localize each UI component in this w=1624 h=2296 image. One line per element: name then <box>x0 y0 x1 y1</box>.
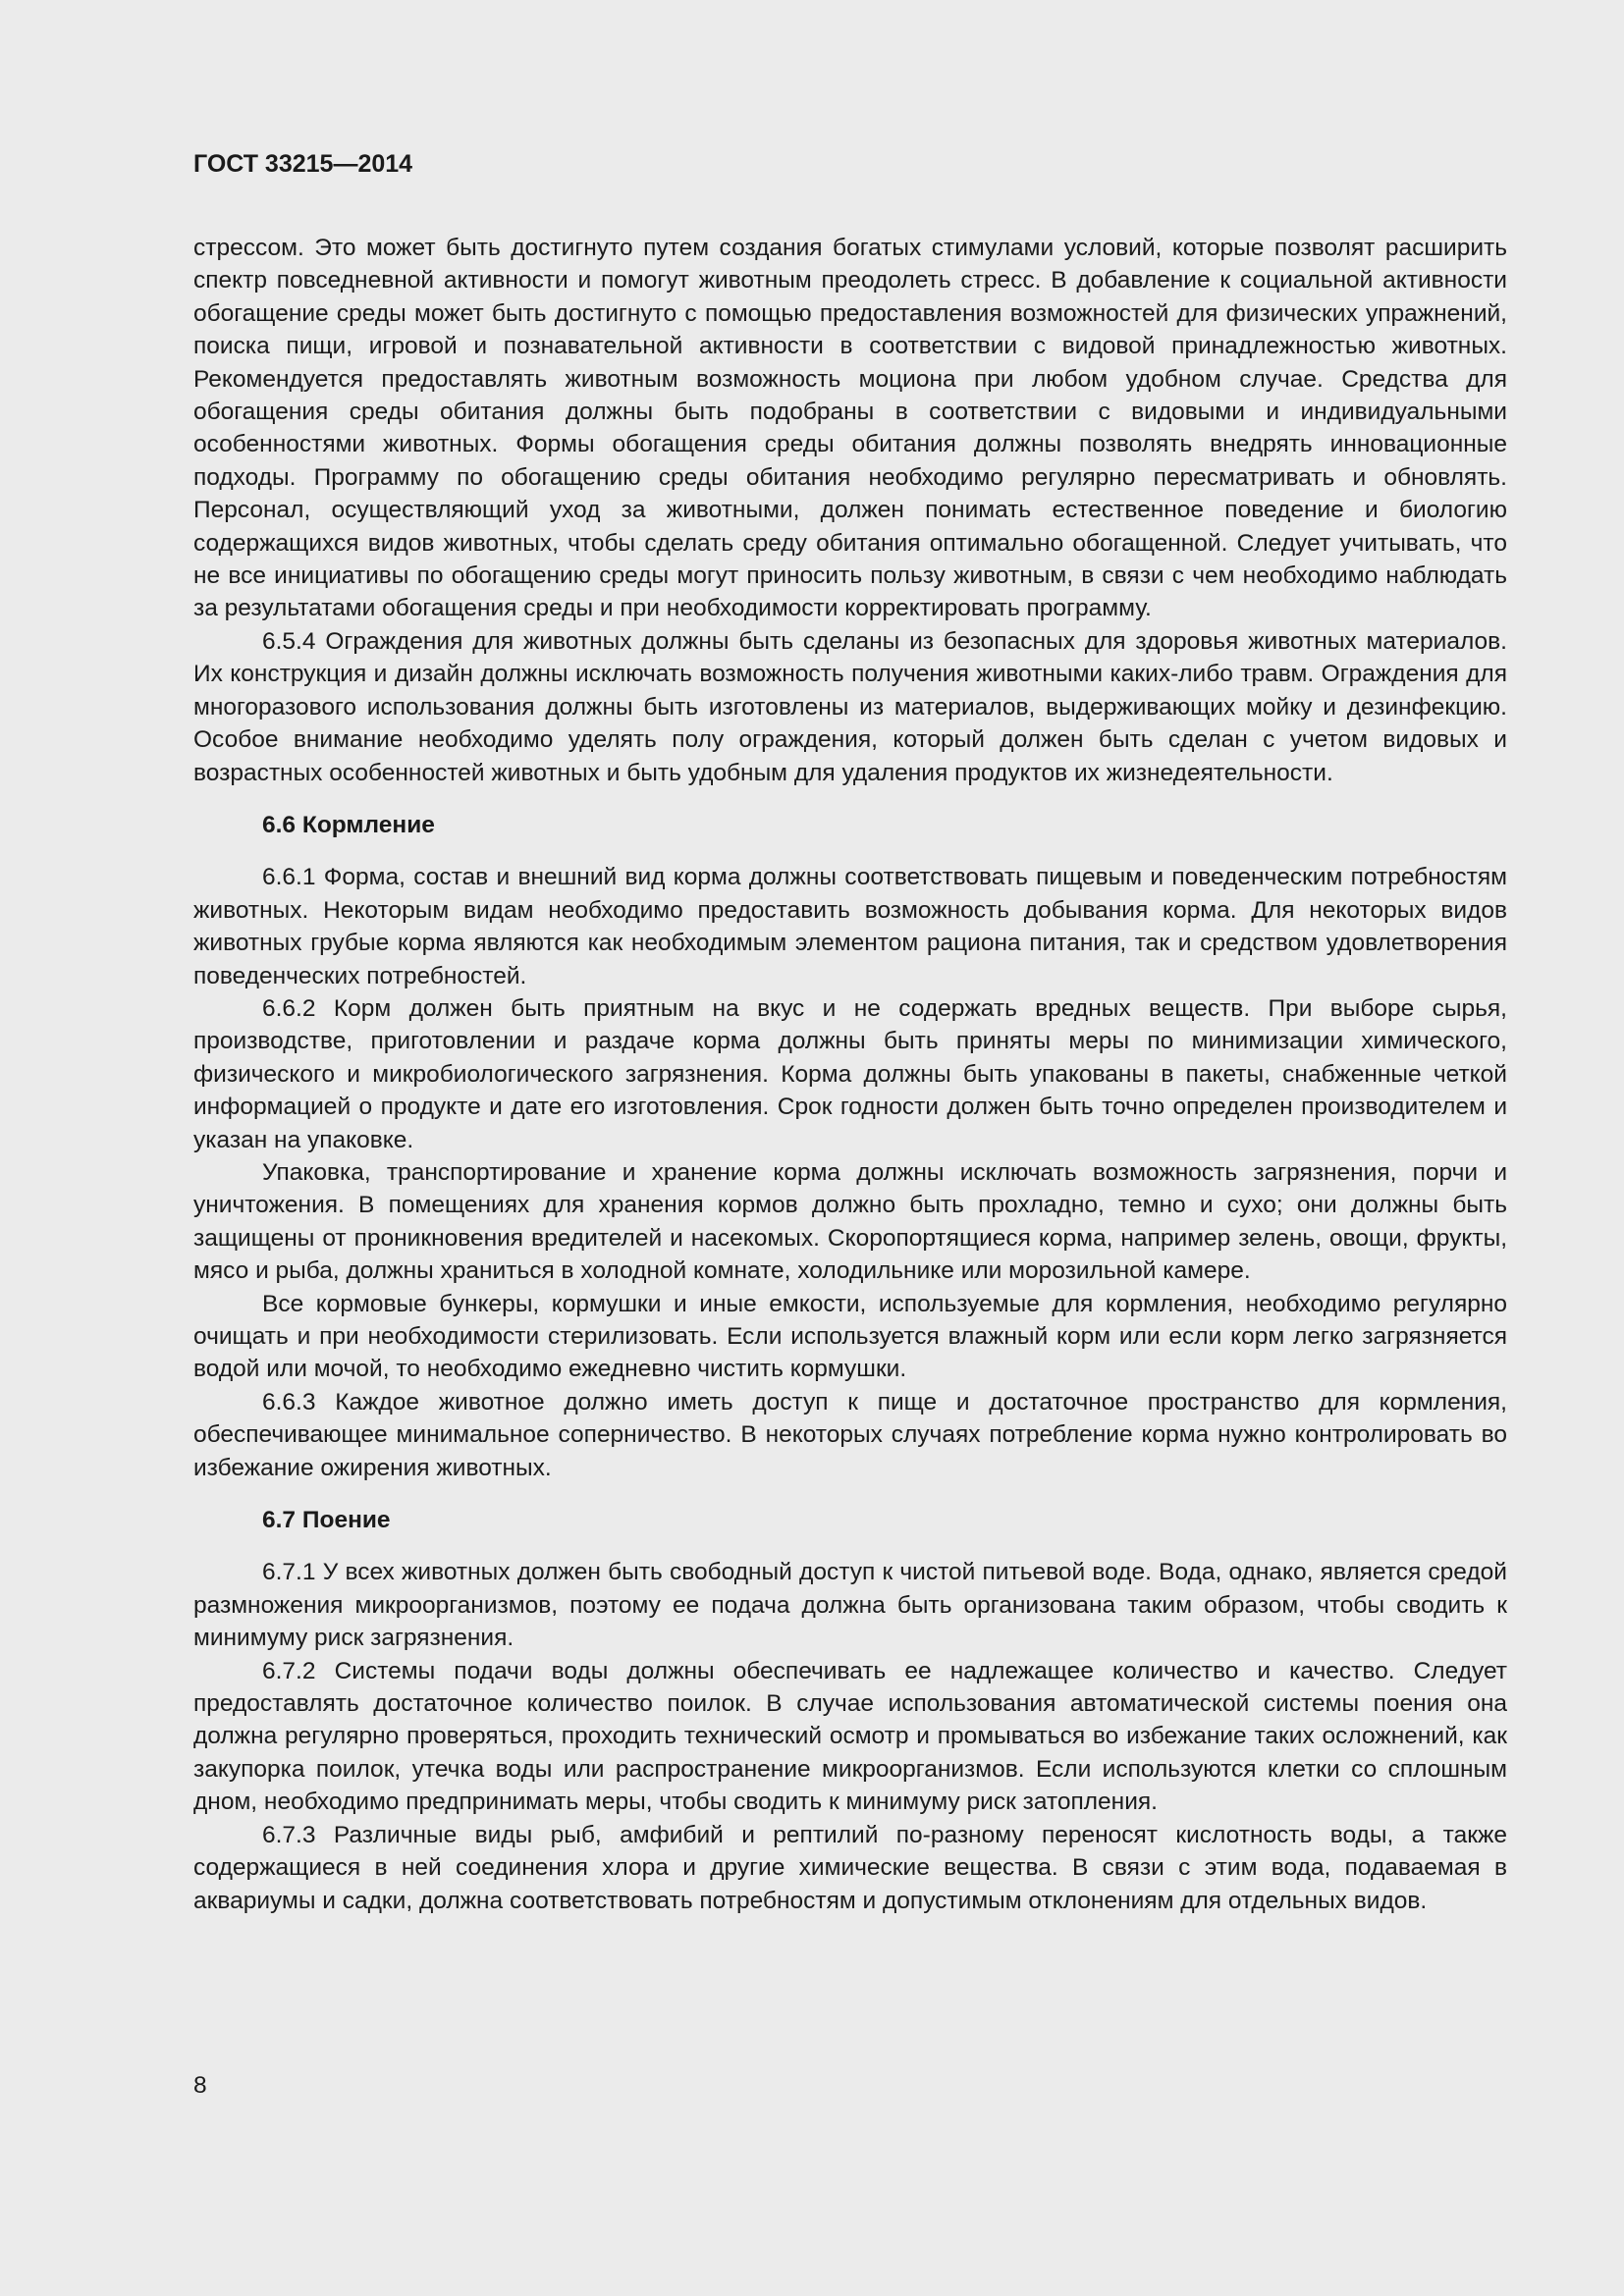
paragraph-continuation: стрессом. Это может быть достигнуто путем создания богатых стимулами условий, которые позволят расширить спектр повседневной активности и помогут животным преодолеть стресс. В добавление к социальной активности обогащение среды может быть достигнуто с помощью предоставления возможностей для физических упражнений, поиска пищи, игровой и познавательной активности в соответствии с видовой принадлежностью животных. Рекомендуется предоставлять животным возможность моциона при любом удобном случае. Средства для обогащения среды обитания должны быть подобраны в соответствии с видовыми и индивидуальными особенностями животных. Формы обогащения среды обитания должны позволять внедрять инновационные подходы. Программу по обогащению среды обитания необходимо регулярно пересматривать и обновлять. Персонал, осуществляющий уход за животными, должен понимать естественное поведение и биологию содержащихся видов животных, чтобы сделать среду обитания оптимально обогащенной. Следует учитывать, что не все инициативы по обогащению среды могут приносить пользу животным, в связи с чем необходимо наблюдать за результатами обогащения среды и при необходимости корректировать программу. <box>193 235 1507 622</box>
section-heading-6-6: 6.6 Кормление <box>262 811 435 838</box>
paragraph-6-6-2: 6.6.2 Корм должен быть приятным на вкус и не содержать вредных веществ. При выборе сырья, производстве, приготовлении и раздаче корма должны быть приняты меры по минимизации химического, физического и микробиологического загрязнения. Корма должны быть упакованы в пакеты, снабженные четкой информацией о продукте и дате его изготовления. Срок годности должен быть точно определен производителем и указан на упаковке. <box>193 994 1507 1153</box>
paragraph-6-7-1: 6.7.1 У всех животных должен быть свободный доступ к чистой питьевой воде. Вода, однако, является средой размножения микроорганизмов, поэтому ее подача должна быть организована таким образом, чтобы сводить к минимуму риск загрязнения. <box>193 1559 1507 1652</box>
document-body <box>193 232 1507 1917</box>
paragraph-6-6-2-feeders: Все кормовые бункеры, кормушки и иные емкости, используемые для кормления, необходимо регулярно очищать и при необходимости стерилизовать. Если используется влажный корм или если корм легко загрязняется водой или мочой, то необходимо ежедневно чистить кормушки. <box>193 1290 1507 1383</box>
paragraph-6-6-2-packaging: Упаковка, транспортирование и хранение корма должны исключать возможность загрязнения, порчи и уничтожения. В помещениях для хранения кормов должно быть прохладно, темно и сухо; они должны быть защищены от проникновения вредителей и насекомых. Скоропортящиеся корма, например зелень, овощи, фрукты, мясо и рыба, должны храниться в холодной комнате, холодильнике или морозильной камере. <box>193 1158 1507 1285</box>
page-number: 8 <box>193 2072 207 2099</box>
paragraph-6-6-3: 6.6.3 Каждое животное должно иметь доступ к пище и достаточное пространство для кормления, обеспечивающее минимальное соперничество. В некоторых случаях потребление корма нужно контролировать во избежание ожирения животных. <box>193 1388 1507 1481</box>
paragraph-6-6-1: 6.6.1 Форма, состав и внешний вид корма должны соответствовать пищевым и поведенческим потребностям животных. Некоторым видам необходимо предоставить возможность добывания корма. Для некоторых видов животных грубые корма являются как необходимым элементом рациона питания, так и средством удовлетворения поведенческих потребностей. <box>193 864 1507 989</box>
paragraph-6-7-3: 6.7.3 Различные виды рыб, амфибий и рептилий по-разному переносят кислотность воды, а также содержащиеся в ней соединения хлора и другие химические вещества. В связи с этим вода, подаваемая в аквариумы и садки, должна соответствовать потребностям и допустимым отклонениям для отдельных видов. <box>193 1821 1507 1914</box>
section-heading-6-7: 6.7 Поение <box>262 1507 391 1534</box>
paragraph-6-5-4: 6.5.4 Ограждения для животных должны быть сделаны из безопасных для здоровья животных материалов. Их конструкция и дизайн должны исключать возможность получения животными каких-либо травм. Ограждения для многоразового использования должны быть изготовлены из материалов, выдерживающих мойку и дезинфекцию. Особое внимание необходимо уделять полу ограждения, который должен быть сделан с учетом видовых и возрастных особенностей животных и быть удобным для удаления продуктов их жизнедеятельности. <box>193 627 1507 786</box>
paragraph-6-7-2: 6.7.2 Системы подачи воды должны обеспечивать ее надлежащее количество и качество. Следует предоставлять достаточное количество поилок. В случае использования автоматической системы поения она должна регулярно проверяться, проходить технический осмотр и промываться во избежание таких осложнений, как закупорка поилок, утечка воды или распространение микроорганизмов. Если используются клетки со сплошным дном, необходимо предпринимать меры, чтобы сводить к минимуму риск затопления. <box>193 1657 1507 1816</box>
document-id-header: ГОСТ 33215—2014 <box>193 150 413 178</box>
document-page <box>193 147 1507 1917</box>
